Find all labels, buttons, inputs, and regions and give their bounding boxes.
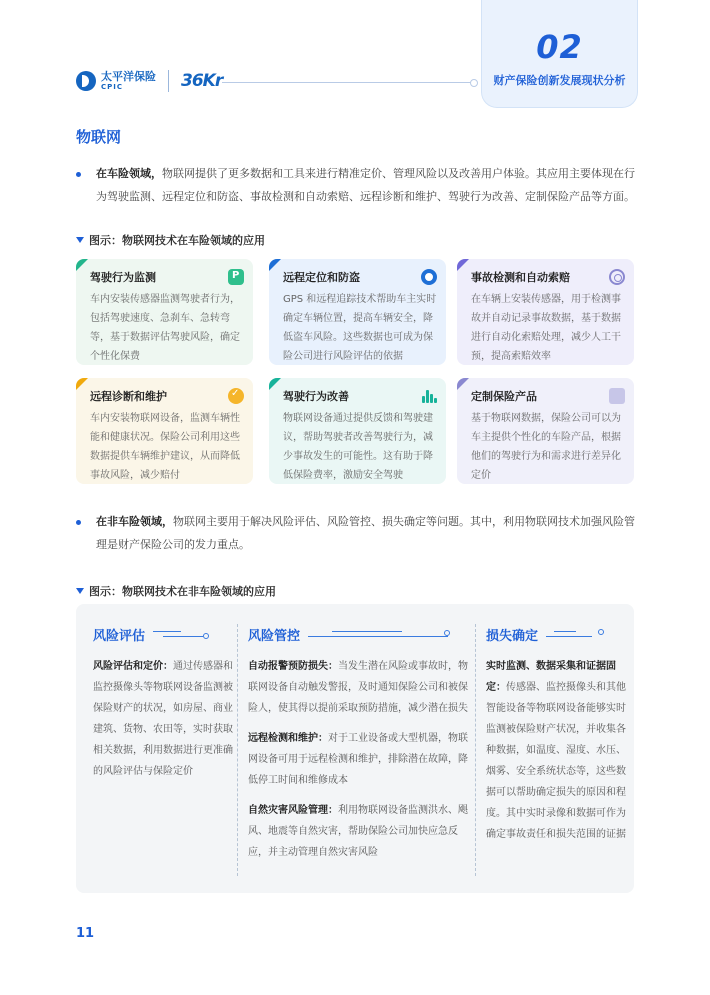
check-badge-icon bbox=[228, 388, 244, 404]
bullet-non-auto-insurance bbox=[76, 510, 636, 556]
item-lead: 实时监测、数据采集和证据固定： bbox=[486, 661, 616, 693]
column-title: 风险管控 bbox=[248, 628, 301, 644]
item-text: 通过传感器和监控摄像头等物联网设备监测被保险财产的状况，如房屋、商业建筑、货物、农田等，实时获取相关数据，利用数据进行更准确的风险评估与保险定价 bbox=[93, 661, 233, 777]
line-decor-icon bbox=[308, 628, 456, 640]
column-item bbox=[93, 656, 241, 782]
item-text: 对于工业设备或大型机器，物联网设备可用于远程检测和维护，排除潜在故障，降低停工时间和维修成本 bbox=[248, 733, 468, 786]
card-text: 车内安装传感器监测驾驶者行为，包括驾驶速度、急刹车、急转弯等，基于数据评估驾驶风险，确定个性化保费 bbox=[90, 294, 240, 362]
document-icon bbox=[228, 269, 244, 285]
cycle-icon bbox=[609, 269, 625, 285]
item-text: 利用物联网设备监测洪水、飓风、地震等自然灾害，帮助保险公司加快应急反应，并主动管理自然灾害风险 bbox=[248, 805, 468, 858]
non-auto-panel bbox=[76, 604, 634, 893]
card-title: 事故检测和自动索赔 bbox=[471, 271, 570, 284]
bullet-auto-insurance bbox=[76, 162, 636, 208]
column-divider bbox=[237, 624, 238, 876]
column-item bbox=[248, 800, 470, 863]
cpic-logo bbox=[76, 70, 222, 92]
item-lead: 自动报警预防损失： bbox=[248, 661, 338, 672]
bullet-text: 物联网主要用于解决风险评估、风险管控、损失确定等问题。其中，利用物联网技术加强风险管理是财产保险公司的发力重点。 bbox=[96, 515, 635, 551]
caret-down-icon bbox=[76, 237, 84, 243]
column-title: 损失确定 bbox=[486, 628, 539, 644]
card-text: 基于物联网数据，保险公司可以为车主提供个性化的车险产品，根据他们的驾驶行为和需求进行差异化定价 bbox=[471, 413, 621, 481]
column-item bbox=[248, 728, 470, 791]
header-decor-line bbox=[222, 82, 474, 83]
card-accident-claims bbox=[457, 259, 634, 365]
item-text: 传感器、监控摄像头和其他智能设备等物联网设备能够实时监测被保险财产状况，并收集各种数据，如温度、湿度、水压、烟雾、安全系统状态等，这些数据可以帮助确定损失的原因和程度。其中实时录像和数据可作为确定事故责任和损失范围的证据 bbox=[486, 682, 626, 840]
card-title: 驾驶行为改善 bbox=[283, 390, 349, 403]
chapter-number: 02 bbox=[536, 28, 583, 66]
card-title: 远程诊断和维护 bbox=[90, 390, 167, 403]
bullet-lead: 在非车险领域， bbox=[96, 515, 173, 528]
item-lead: 远程检测和维护： bbox=[248, 733, 328, 744]
logo-en-text: CPIC bbox=[101, 83, 124, 91]
card-text: 车内安装物联网设备，监测车辆性能和健康状况。保险公司利用这些数据提供车辆维护建议，从而降低事故风险，减少赔付 bbox=[90, 413, 240, 481]
figure-caption-auto bbox=[76, 232, 265, 248]
logo-divider bbox=[168, 70, 169, 92]
card-driving-improve bbox=[269, 378, 446, 484]
card-title: 驾驶行为监测 bbox=[90, 271, 156, 284]
column-item bbox=[248, 656, 470, 719]
card-text: 物联网设备通过提供反馈和驾驶建议，帮助驾驶者改善驾驶行为，减少事故发生的可能性。这有助于降低保险费率，激励安全驾驶 bbox=[283, 413, 433, 481]
column-item bbox=[486, 656, 626, 845]
line-decor-icon bbox=[546, 628, 608, 640]
card-remote-locate bbox=[269, 259, 446, 365]
caption-text: 图示：物联网技术在车险领域的应用 bbox=[89, 234, 265, 247]
card-title: 远程定位和防盗 bbox=[283, 271, 360, 284]
chapter-title: 财产保险创新发展现状分析 bbox=[493, 74, 626, 87]
column-title: 风险评估 bbox=[93, 628, 146, 644]
bar-chart-icon bbox=[421, 388, 437, 404]
location-icon bbox=[421, 269, 437, 285]
line-decor-icon bbox=[153, 628, 219, 640]
card-text: GPS 和远程追踪技术帮助车主实时确定车辆位置，提高车辆安全，降低盗车风险。这些数据也可成为保险公司进行风险评估的依据 bbox=[283, 294, 437, 362]
column-risk-assessment bbox=[93, 622, 241, 791]
card-title: 定制保险产品 bbox=[471, 390, 537, 403]
card-text: 在车辆上安装传感器，用于检测事故并自动记录事故数据，基于数据进行自动化索赔处理，减少人工干预，提高索赔效率 bbox=[471, 294, 621, 362]
bullet-text: 物联网提供了更多数据和工具来进行精准定价、管理风险以及改善用户体验。其应用主要体现在行为驾驶监测、远程定位和防盗、事故检测和自动索赔、远程诊断和维护、驾驶行为改善、定制保险产品等方面。 bbox=[96, 167, 635, 203]
caret-down-icon bbox=[76, 588, 84, 594]
page-header bbox=[0, 0, 710, 110]
column-loss-determination bbox=[486, 622, 626, 854]
item-lead: 自然灾害风险管理： bbox=[248, 805, 338, 816]
cpic-logo-icon bbox=[76, 71, 96, 91]
caption-text: 图示：物联网技术在非车险领域的应用 bbox=[89, 585, 276, 598]
card-driving-monitor bbox=[76, 259, 253, 365]
section-title: 物联网 bbox=[76, 128, 122, 146]
page-number: 11 bbox=[76, 926, 95, 941]
item-lead: 风险评估和定价： bbox=[93, 661, 173, 672]
column-risk-control bbox=[248, 622, 470, 872]
figure-caption-non-auto bbox=[76, 583, 276, 599]
logo-cn-text: 太平洋保险 bbox=[101, 70, 156, 83]
bullet-lead: 在车险领域， bbox=[96, 167, 162, 180]
chapter-tab bbox=[481, 0, 638, 108]
card-remote-diagnosis bbox=[76, 378, 253, 484]
card-custom-product bbox=[457, 378, 634, 484]
logo-36kr: 36Kr bbox=[181, 71, 223, 91]
column-divider bbox=[475, 624, 476, 876]
box-icon bbox=[609, 388, 625, 404]
item-text: 当发生潜在风险或事故时，物联网设备自动触发警报，及时通知保险公司和被保险人，使其得以提前采取预防措施，减少潜在损失 bbox=[248, 661, 468, 714]
